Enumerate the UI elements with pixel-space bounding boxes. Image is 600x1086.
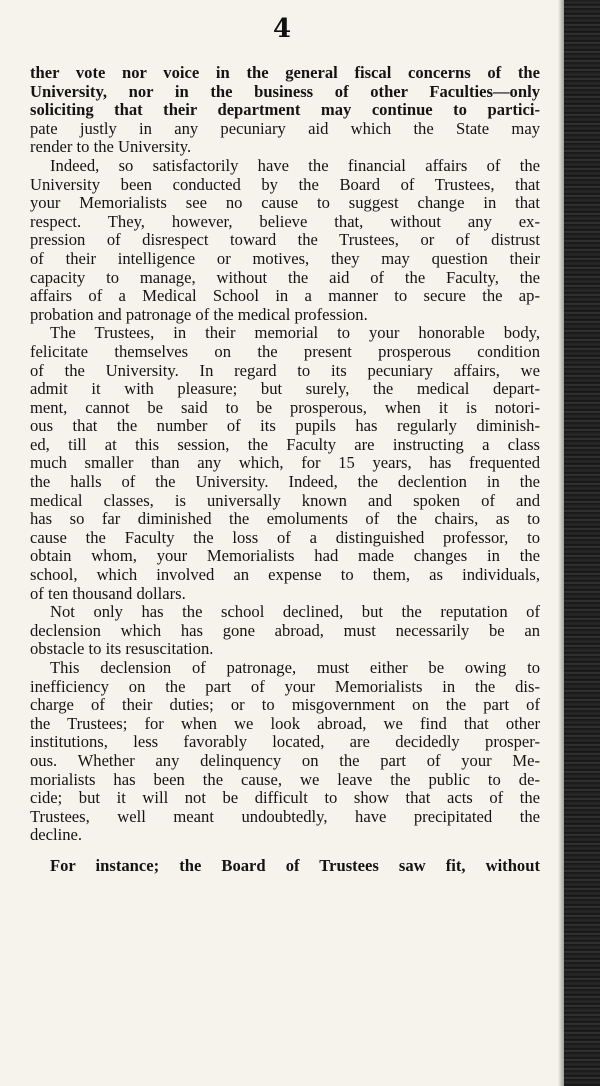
text-line: obstacle to its resuscitation. — [30, 639, 214, 659]
text-line: institutions, less favorably located, are decidedly prosper- — [30, 732, 540, 752]
text-line: For instance; the Board of Trustees saw fit, without — [50, 855, 540, 875]
text-line: pression of disrespect toward the Trustees, or of distrust — [30, 230, 540, 250]
text-line: admit it with pleasure; but surely, the medical depart- — [30, 379, 540, 399]
text-line: inefficiency on the part of your Memorialists in the dis- — [30, 676, 540, 696]
text-line: probation and patronage of the medical profession. — [30, 304, 368, 324]
text-line: Not only has the school declined, but the reputation of — [50, 602, 540, 622]
text-line: charge of their duties; or to misgovernment on the part of — [30, 695, 540, 715]
paragraph-6 — [30, 857, 540, 876]
text-line: ment, cannot be said to be prosperous, when it is notori- — [30, 397, 540, 417]
paragraph-5 — [30, 659, 540, 845]
text-line: capacity to manage, without the aid of the Faculty, the — [30, 267, 540, 287]
text-line: Trustees, well meant undoubtedly, have precipitated the — [30, 806, 540, 826]
text-line: medical classes, is universally known and spoken of and — [30, 490, 540, 510]
text-line: This declension of patronage, must either be owing to — [50, 658, 540, 677]
text-line: respect. They, however, believe that, without any ex- — [30, 211, 540, 231]
text-line: ous that the number of its pupils has regularly diminish- — [30, 416, 540, 436]
text-line: affairs of a Medical School in a manner to secure the ap- — [30, 286, 540, 306]
text-line: of their intelligence or motives, they may question their — [30, 248, 540, 268]
text-line: your Memorialists see no cause to suggest change in that — [30, 193, 540, 213]
text-line: of ten thousand dollars. — [30, 583, 186, 603]
text-line: cide; but it will not be difficult to show that acts of the — [30, 788, 540, 808]
text-line: felicitate themselves on the present prosperous condition — [30, 341, 540, 361]
text-line: ed, till at this session, the Faculty are instructing a class — [30, 434, 540, 454]
text-line: of the University. In regard to its pecuniary affairs, we — [30, 360, 540, 380]
text-line: ther vote nor voice in the general fiscal concerns of the — [30, 63, 540, 82]
text-line: cause the Faculty the loss of a distinguished professor, to — [30, 527, 540, 547]
text-line: soliciting that their department may continue to partici- — [30, 100, 540, 120]
page-number: 4 — [272, 14, 293, 44]
paragraph-3 — [30, 324, 540, 603]
text-line: declension which has gone abroad, must necessarily be an — [30, 620, 540, 640]
text-line: ous. Whether any delinquency on the part of your Me- — [30, 750, 540, 770]
book-binding-edge — [564, 0, 600, 1086]
text-line: the Trustees; for when we look abroad, we find that other — [30, 713, 540, 733]
text-line: much smaller than any which, for 15 years, has frequented — [30, 453, 540, 473]
text-line: The Trustees, in their memorial to your honorable body, — [50, 323, 540, 343]
text-line: morialists has been the cause, we leave the public to de- — [30, 769, 540, 789]
paragraph-4 — [30, 603, 540, 659]
text-line: has so far diminished the emoluments of the chairs, as to — [30, 509, 540, 529]
text-line: University been conducted by the Board of Trustees, that — [30, 174, 540, 194]
text-line: school, which involved an expense to them, as individuals, — [30, 565, 540, 585]
paragraph-1 — [30, 64, 540, 157]
text-line: the halls of the University. Indeed, the declention in the — [30, 472, 540, 492]
text-line: Indeed, so satisfactorily have the financial affairs of the — [50, 155, 540, 175]
text-line: pate justly in any pecuniary aid which the State may — [30, 118, 540, 138]
paragraph-2 — [30, 157, 540, 324]
text-line: University, nor in the business of other Faculties—only — [30, 81, 540, 101]
text-line: obtain whom, your Memorialists had made changes in the — [30, 546, 540, 566]
body-text — [30, 64, 540, 876]
text-line: decline. — [30, 825, 83, 845]
text-line: render to the University. — [30, 137, 192, 157]
